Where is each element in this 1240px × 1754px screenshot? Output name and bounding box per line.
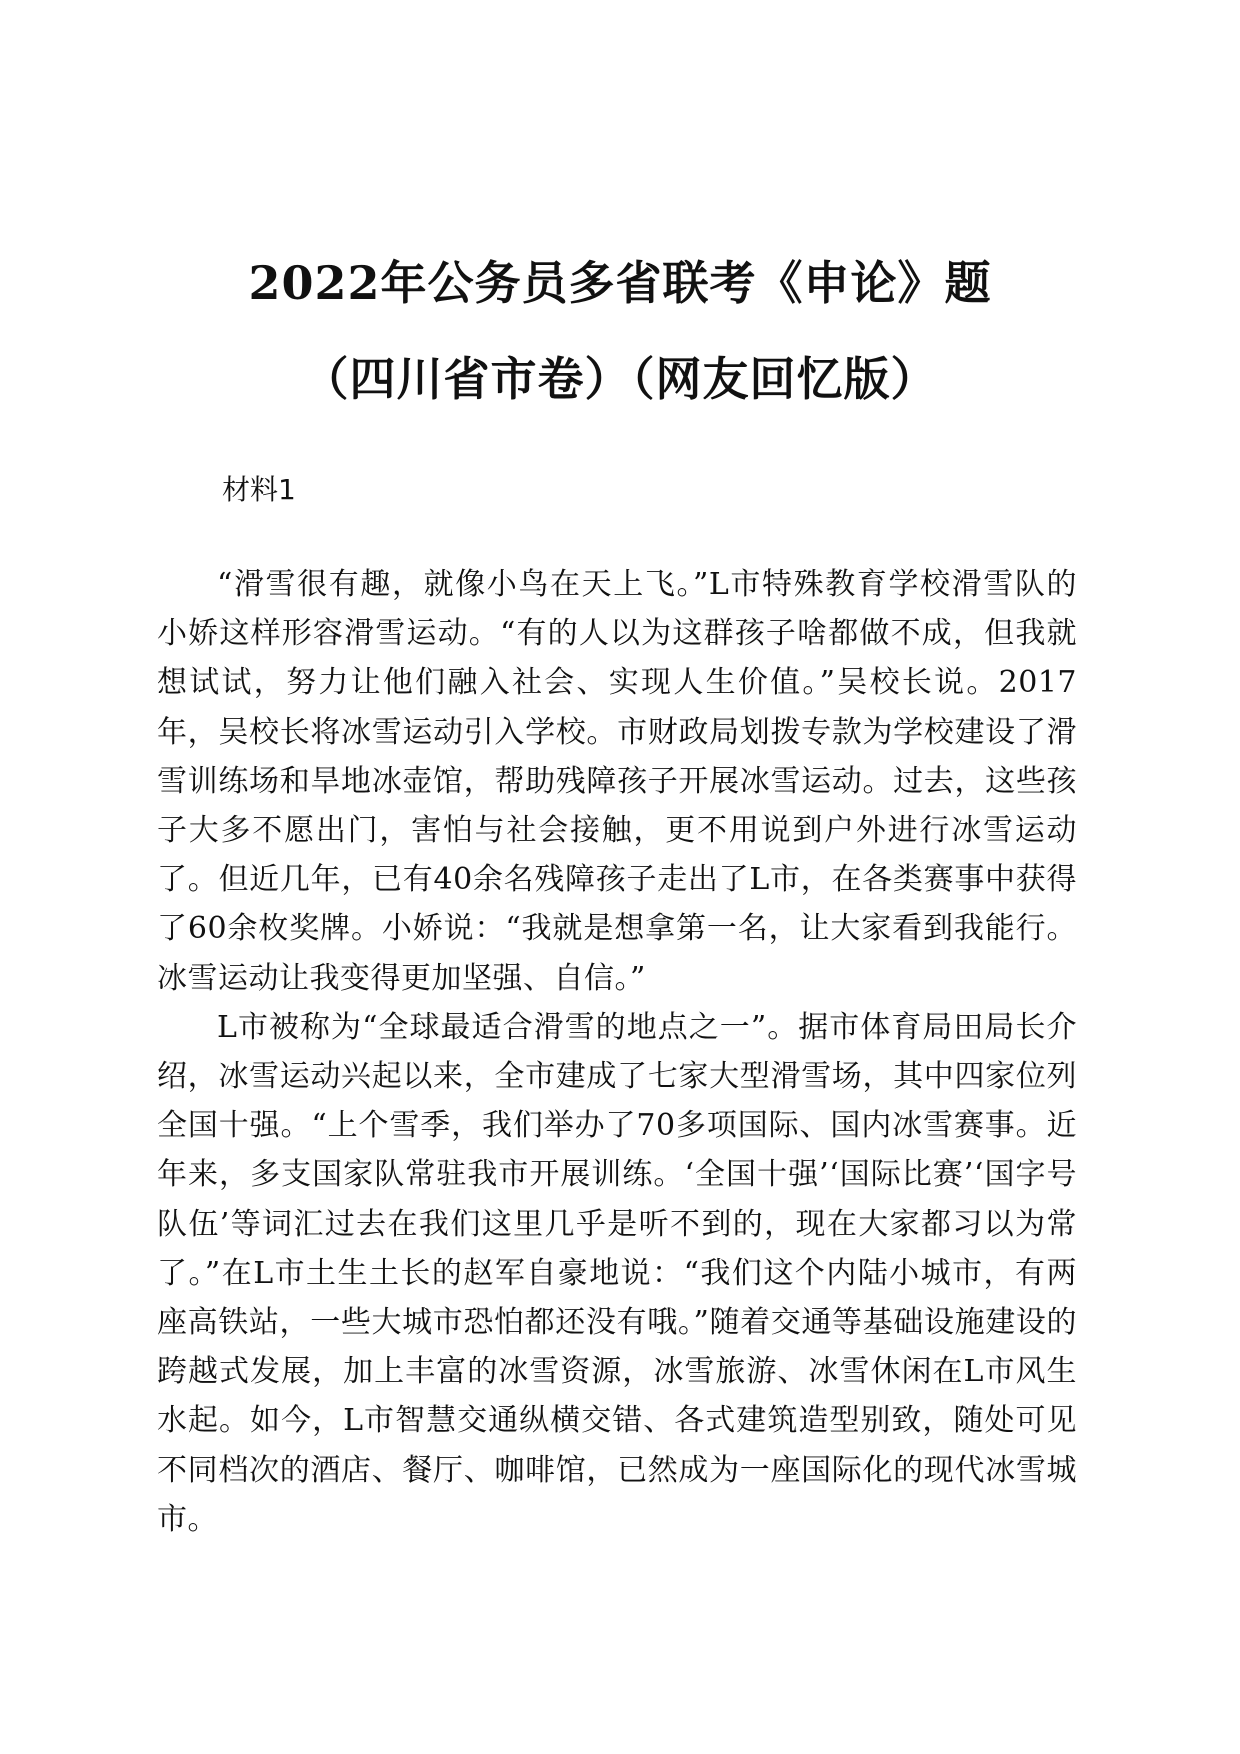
- section-label: 材料1: [222, 473, 296, 506]
- document-title-line-2: （四川省市卷）（网友回忆版）: [302, 352, 938, 406]
- document-title-line-1: 2022年公务员多省联考《申论》题: [248, 256, 992, 310]
- material-body: [157, 560, 1077, 1544]
- paragraph-1: “滑雪很有趣，就像小鸟在天上飞。”L市特殊教育学校滑雪队的小娇这样形容滑雪运动。“有的人以为这群孩子啥都做不成，但我就想试试，努力让他们融入社会、实现人生价值。”吴校长说。2017年，吴校长将冰雪运动引入学校。市财政局划拨专款为学校建设了滑雪训练场和旱地冰壶馆，帮助残障孩子开展冰雪运动。过去，这些孩子大多不愿出门，害怕与社会接触，更不用说到户外进行冰雪运动了。但近几年，已有40余名残障孩子走出了L市，在各类赛事中获得了60余枚奖牌。小娇说：“我就是想拿第一名，让大家看到我能行。冰雪运动让我变得更加坚强、自信。”: [157, 567, 1077, 996]
- paragraph-2: L市被称为“全球最适合滑雪的地点之一”。据市体育局田局长介绍，冰雪运动兴起以来，全市建成了七家大型滑雪场，其中四家位列全国十强。“上个雪季，我们举办了70多项国际、国内冰雪赛事。近年来，多支国家队常驻我市开展训练。‘全国十强’‘国际比赛’‘国字号队伍’等词汇过去在我们这里几乎是听不到的，现在大家都习以为常了。”在L市土生土长的赵军自豪地说：“我们这个内陆小城市，有两座高铁站，一些大城市恐怕都还没有哦。”随着交通等基础设施建设的跨越式发展，加上丰富的冰雪资源，冰雪旅游、冰雪休闲在L市风生水起。如今，L市智慧交通纵横交错、各式建筑造型别致，随处可见不同档次的酒店、餐厅、咖啡馆，已然成为一座国际化的现代冰雪城市。: [157, 1009, 1077, 1537]
- title-block: [140, 255, 1100, 407]
